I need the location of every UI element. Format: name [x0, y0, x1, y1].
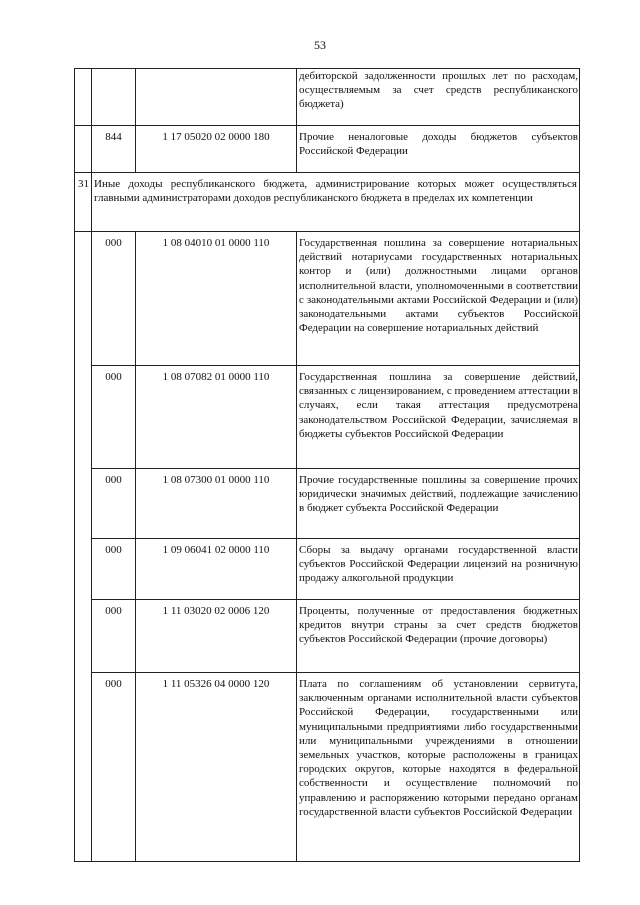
description-cell: Государственная пошлина за совершение действий, связанных с лицензированием, с проведением аттестации в случаях, если такая аттестация предусмотрена законодательством Российской Федерации, зачисляемая в бюджеты субъектов Российской Федерации [297, 366, 580, 469]
description-cell: Государственная пошлина за совершение нотариальных действий нотариусами государственных нотариальных контор и (или) должностными лицами органов исполнительной власти, уполномоченными в соответствии с законодательными актами Российской Федерации и (или) законодательными актами субъектов Российской Федерации на совершение нотариальных действий [297, 232, 580, 366]
kbk-code-cell: 1 11 03020 02 0006 120 [136, 600, 297, 673]
table-row [75, 469, 580, 539]
kbk-code-cell: 1 08 07300 01 0000 110 [136, 469, 297, 539]
kbk-code-cell: 1 08 04010 01 0000 110 [136, 232, 297, 366]
description-cell: Прочие государственные пошлины за совершение прочих юридически значимых действий, подлежащие зачислению в бюджет субъекта Российской Федерации [297, 469, 580, 539]
table-row [75, 600, 580, 673]
admin-code-cell: 000 [92, 600, 136, 673]
continuation-row [75, 69, 580, 126]
admin-code-cell: 844 [92, 126, 136, 173]
admin-code-cell: 000 [92, 469, 136, 539]
admin-code-cell: 000 [92, 539, 136, 600]
table-row [75, 126, 580, 173]
income-sources-table [74, 68, 580, 862]
kbk-code-cell: 1 11 05326 04 0000 120 [136, 673, 297, 862]
admin-code-cell: 000 [92, 232, 136, 366]
description-cell: дебиторской задолженности прошлых лет по расходам, осуществляемым за счет средств республиканского бюджета) [297, 69, 580, 126]
description-cell: Плата по соглашениям об установлении сервитута, заключенным органами исполнительной власти субъектов Российской Федерации, государственными или муниципальными предприятиями либо государственными или муниципальными учреждениями в отношении земельных участков, которые расположены в границах городских округов, которые находятся в федеральной собственности и осуществление полномочий по управлению и распоряжению которыми передано органам государственной власти субъектов Российской Федерации [297, 673, 580, 862]
section-title-cell: Иные доходы республиканского бюджета, администрирование которых может осуществляться главными администраторами доходов республиканского бюджета в пределах их компетенции [92, 173, 580, 232]
section-row [75, 173, 580, 232]
kbk-code-cell: 1 09 06041 02 0000 110 [136, 539, 297, 600]
table-row [75, 539, 580, 600]
description-cell: Проценты, полученные от предоставления бюджетных кредитов внутри страны за счет средств бюджетов субъектов Российской Федерации (прочие договоры) [297, 600, 580, 673]
table-row [75, 673, 580, 862]
description-cell: Прочие неналоговые доходы бюджетов субъектов Российской Федерации [297, 126, 580, 173]
admin-code-cell: 000 [92, 366, 136, 469]
kbk-code-cell: 1 08 07082 01 0000 110 [136, 366, 297, 469]
kbk-code-cell: 1 17 05020 02 0000 180 [136, 126, 297, 173]
description-cell: Сборы за выдачу органами государственной власти субъектов Российской Федерации лицензий на розничную продажу алкогольной продукции [297, 539, 580, 600]
table-row [75, 366, 580, 469]
section-number-cell: 31 [75, 173, 92, 232]
table-row [75, 232, 580, 366]
admin-code-cell: 000 [92, 673, 136, 862]
page-number: 53 [314, 38, 326, 52]
